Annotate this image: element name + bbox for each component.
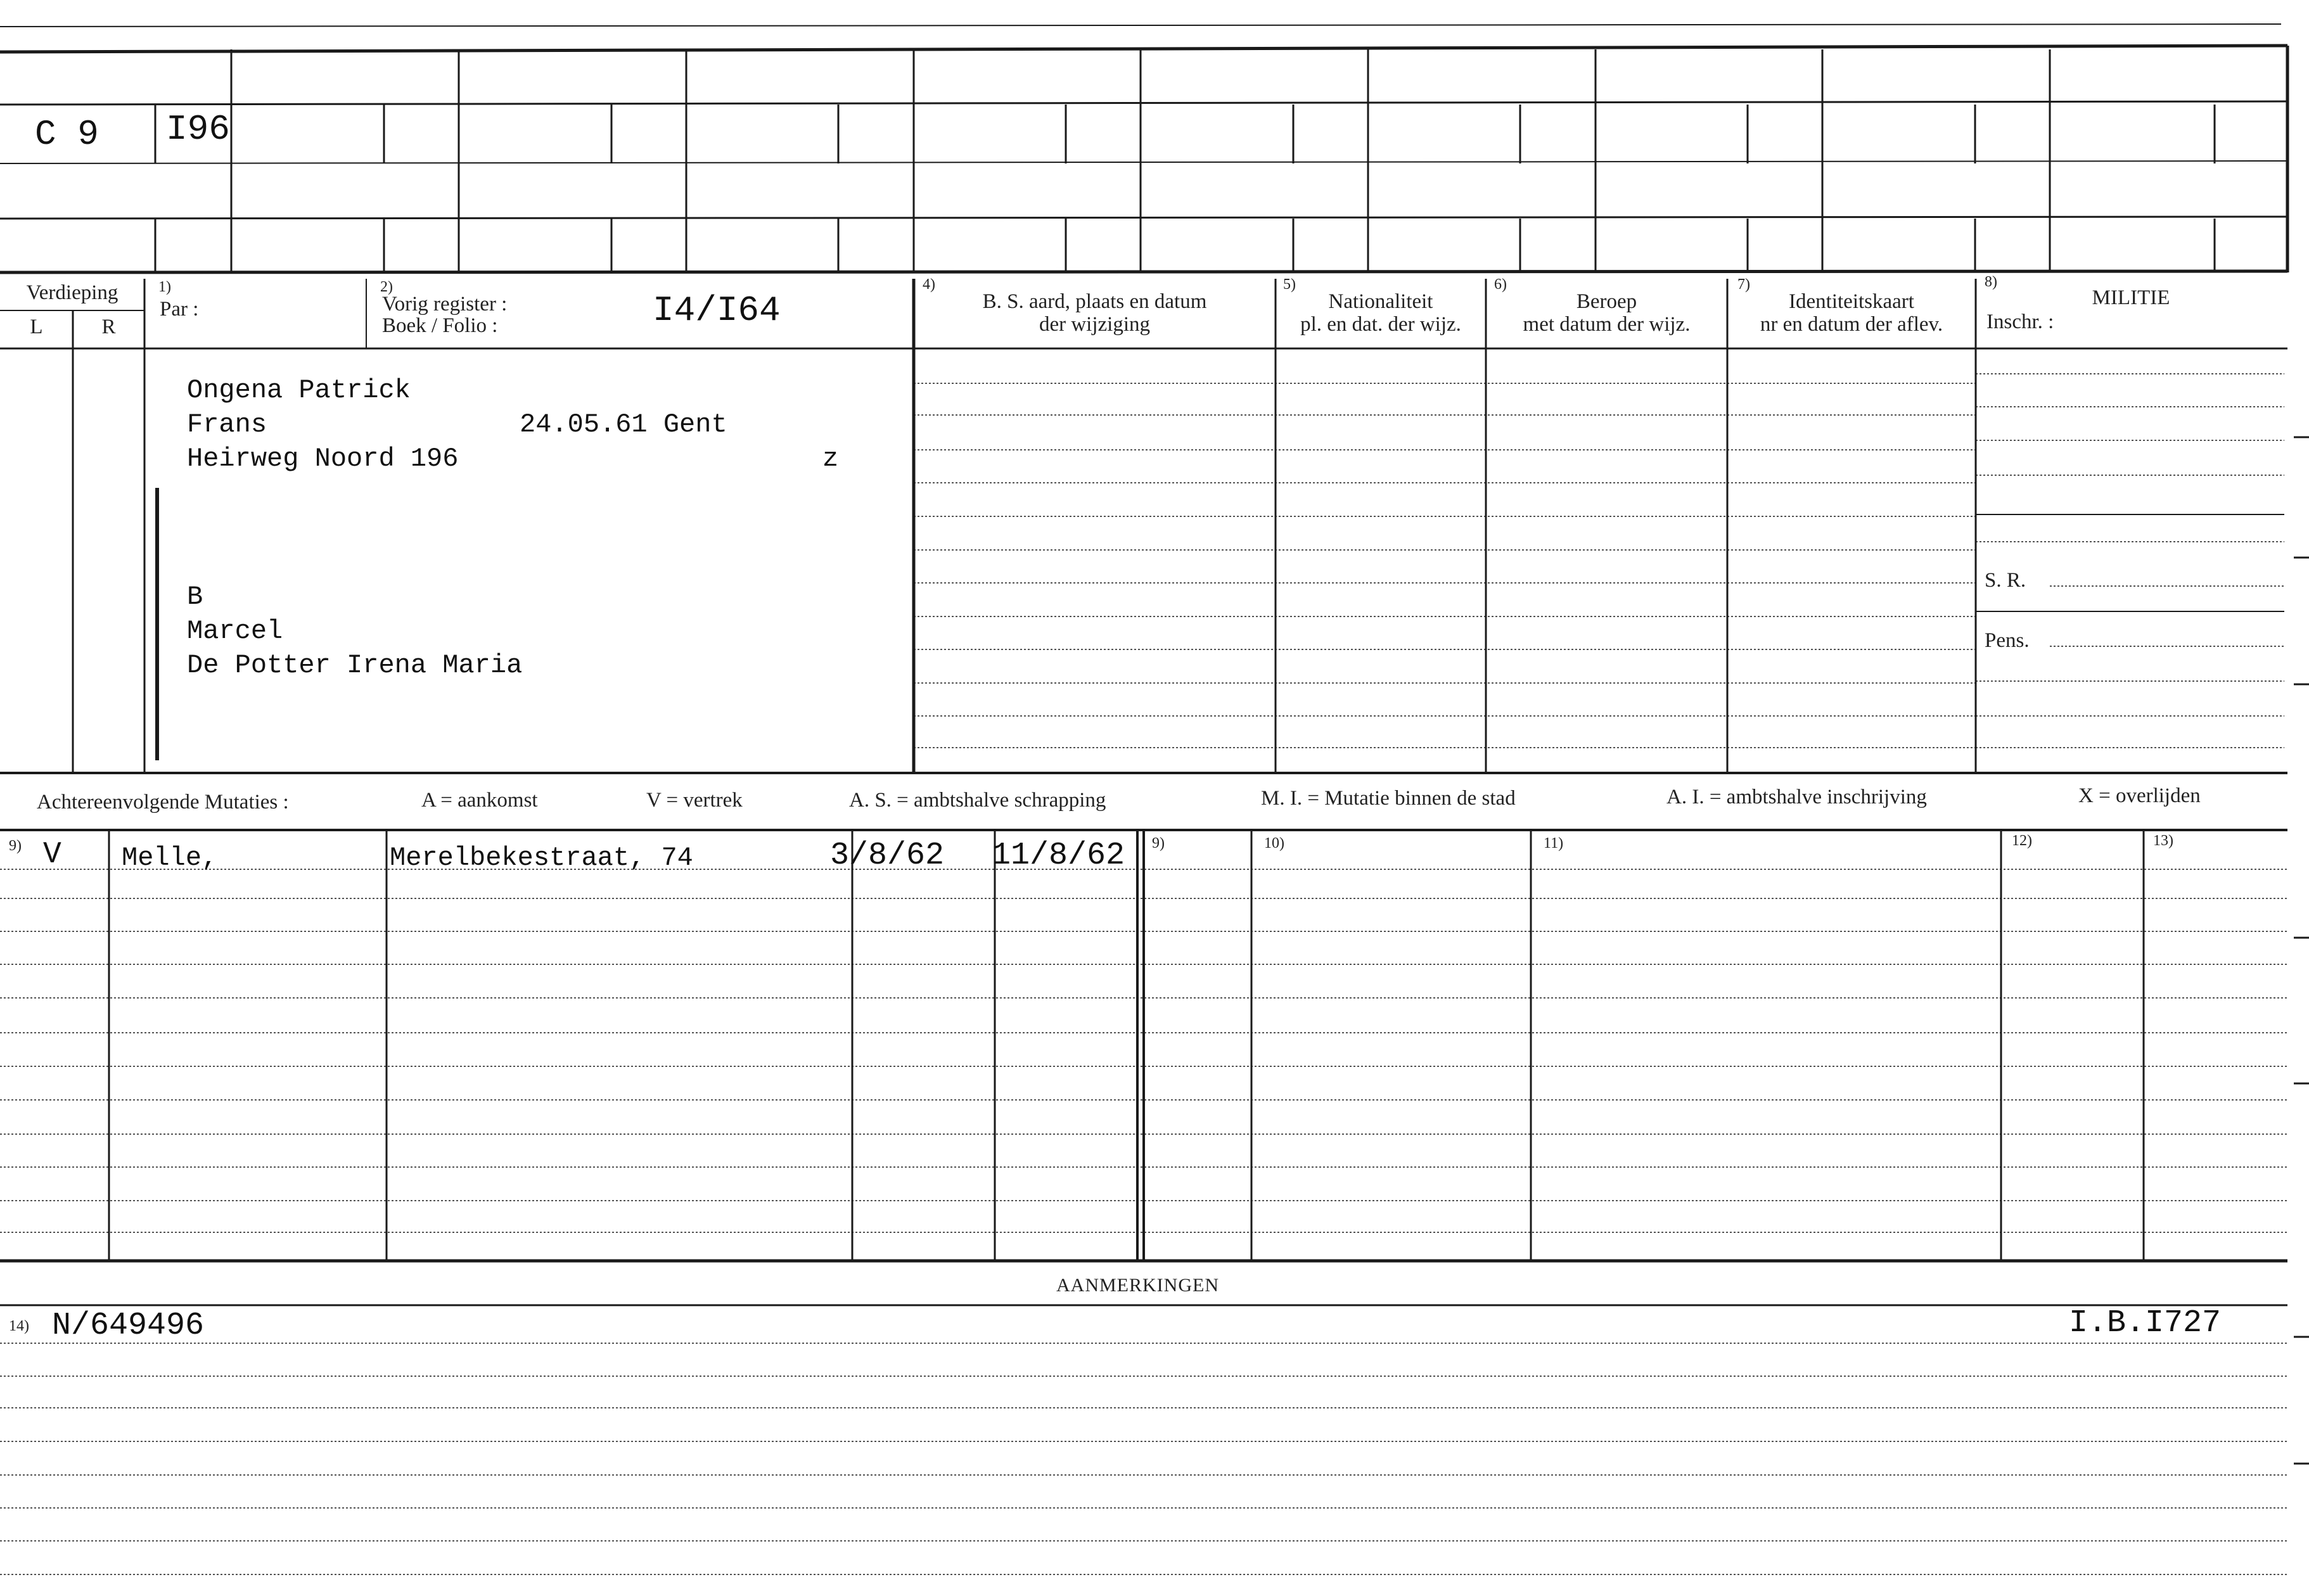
legend-overlijden: X = overlijden bbox=[2078, 784, 2201, 807]
identiteit-header-line2: nr en datum der aflev. bbox=[1760, 313, 1943, 336]
legend-inschrijving: A. I. = ambtshalve inschrijving bbox=[1666, 786, 1927, 808]
remarks-value: N/649496 bbox=[52, 1308, 205, 1344]
person-address: Heirweg Noord 196 bbox=[187, 444, 459, 474]
militie-pens-label: Pens. bbox=[1985, 629, 2030, 652]
legend-vertrek: V = vertrek bbox=[646, 789, 743, 812]
mutation-type: V bbox=[43, 838, 61, 872]
register-code: C 9 bbox=[35, 114, 99, 155]
verdieping-label: Verdieping bbox=[26, 281, 118, 304]
mutation-col9b-number: 9) bbox=[1152, 835, 1165, 852]
verdieping-left: L bbox=[30, 316, 43, 338]
bs-header-line1: B. S. aard, plaats en datum bbox=[982, 290, 1207, 313]
legend-mutatie: M. I. = Mutatie binnen de stad bbox=[1261, 787, 1516, 810]
person-mother: De Potter Irena Maria bbox=[187, 650, 523, 680]
nationaliteit-number: 5) bbox=[1283, 276, 1296, 293]
mutation-col13-number: 13) bbox=[2153, 833, 2173, 849]
person-name: Ongena Patrick bbox=[187, 375, 411, 405]
bs-number: 4) bbox=[923, 276, 935, 293]
verdieping-right: R bbox=[101, 316, 116, 338]
beroep-number: 6) bbox=[1494, 276, 1507, 293]
mutation-col10-number: 10) bbox=[1264, 835, 1284, 852]
remarks-title: AANMERKINGEN bbox=[1056, 1275, 1219, 1296]
vorig-number: 2) bbox=[380, 279, 393, 295]
nationaliteit-header-line1: Nationaliteit bbox=[1328, 290, 1433, 313]
remarks-reference: I.B.I727 bbox=[2069, 1305, 2222, 1341]
legend-aankomst: A = aankomst bbox=[421, 789, 538, 812]
nationaliteit-header-line2: pl. en dat. der wijz. bbox=[1300, 313, 1461, 336]
mutation-col9-number: 9) bbox=[9, 838, 22, 854]
beroep-header-line2: met datum der wijz. bbox=[1523, 313, 1691, 336]
identiteit-header-line1: Identiteitskaart bbox=[1789, 290, 1914, 313]
beroep-header-line1: Beroep bbox=[1576, 290, 1637, 313]
militie-inschr-label: Inschr. : bbox=[1986, 310, 2054, 333]
register-number: I96 bbox=[166, 109, 230, 150]
mutation-date-2: 11/8/62 bbox=[992, 838, 1125, 874]
boek-folio-value: I4/I64 bbox=[653, 290, 781, 331]
mutation-col12-number: 12) bbox=[2012, 833, 2032, 849]
remarks-number: 14) bbox=[9, 1318, 29, 1334]
legend-schrapping: A. S. = ambtshalve schrapping bbox=[849, 789, 1106, 812]
boek-folio-label: Boek / Folio : bbox=[382, 314, 498, 337]
mutation-place: Melle, bbox=[122, 843, 218, 873]
vorig-register-label: Vorig register : bbox=[382, 293, 508, 316]
militie-number: 8) bbox=[1985, 274, 1997, 290]
mutation-date-1: 3/8/62 bbox=[830, 838, 945, 874]
militie-title: MILITIE bbox=[2092, 286, 2170, 309]
militie-sr-label: S. R. bbox=[1985, 569, 2026, 592]
person-status: B bbox=[187, 582, 203, 612]
par-label: Par : bbox=[160, 298, 199, 321]
mutation-street: Merelbekestraat, 74 bbox=[390, 843, 693, 873]
identiteit-number: 7) bbox=[1737, 276, 1750, 293]
mutation-col11-number: 11) bbox=[1544, 835, 1564, 852]
par-number: 1) bbox=[158, 279, 171, 295]
person-birth: 24.05.61 Gent bbox=[520, 409, 727, 440]
mutations-legend-title: Achtereenvolgende Mutaties : bbox=[37, 791, 289, 814]
person-mark: z bbox=[822, 444, 839, 474]
person-second-name: Frans bbox=[187, 409, 267, 440]
person-father: Marcel bbox=[187, 616, 283, 646]
bs-header-line2: der wijziging bbox=[1039, 313, 1151, 336]
